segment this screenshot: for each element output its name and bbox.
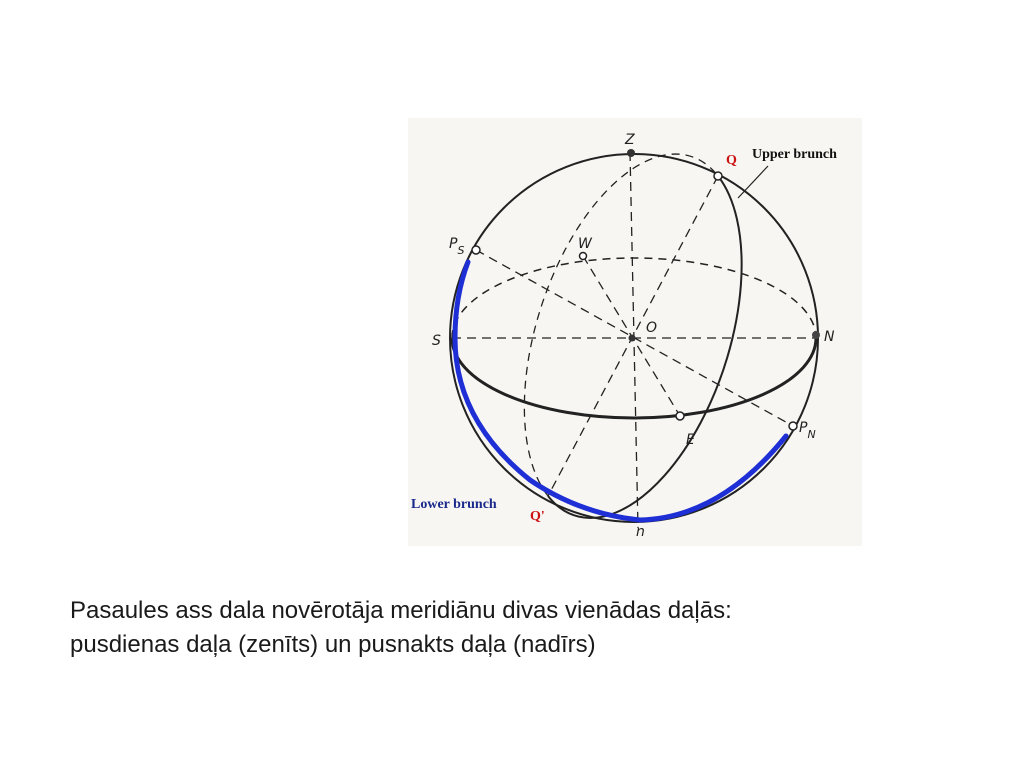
caption-line-2: pusdienas daļa (zenīts) un pusnakts daļa (nadīrs) [70, 631, 596, 658]
lower-branch-highlight [455, 262, 786, 520]
q-lower-label: Q' [530, 509, 545, 524]
ps-label [449, 236, 464, 257]
horizon-back-half [452, 258, 816, 338]
zenith-label: Z [625, 132, 635, 148]
upper-branch-label: Upper brunch [752, 147, 837, 162]
nadir-label: n [636, 524, 645, 540]
ps-label-main: P [449, 236, 458, 252]
pn-label-sub: N [807, 428, 816, 441]
pn-point [789, 422, 797, 430]
east-label: E [686, 432, 695, 448]
north-point [812, 331, 820, 339]
north-label: N [824, 329, 835, 345]
pn-label-main: P [799, 420, 808, 436]
caption-line-1: Pasaules ass dala novērotāja meridiānu divas vienādas daļās: [70, 597, 732, 624]
lower-branch-label: Lower brunch [411, 497, 497, 512]
upper-branch-pointer [738, 166, 768, 198]
pn-label [799, 420, 816, 441]
south-label: S [432, 333, 441, 349]
w-point [580, 253, 587, 260]
q-upper-point [714, 172, 722, 180]
ps-point [472, 246, 480, 254]
zenith-point [627, 149, 635, 157]
center-point [629, 335, 636, 342]
center-label: O [646, 320, 658, 336]
caption [70, 594, 930, 662]
w-label: W [578, 236, 592, 252]
q-upper-label: Q [726, 153, 737, 168]
east-point [676, 412, 684, 420]
equator-front-half [548, 176, 742, 518]
ps-label-sub: S [457, 244, 465, 257]
